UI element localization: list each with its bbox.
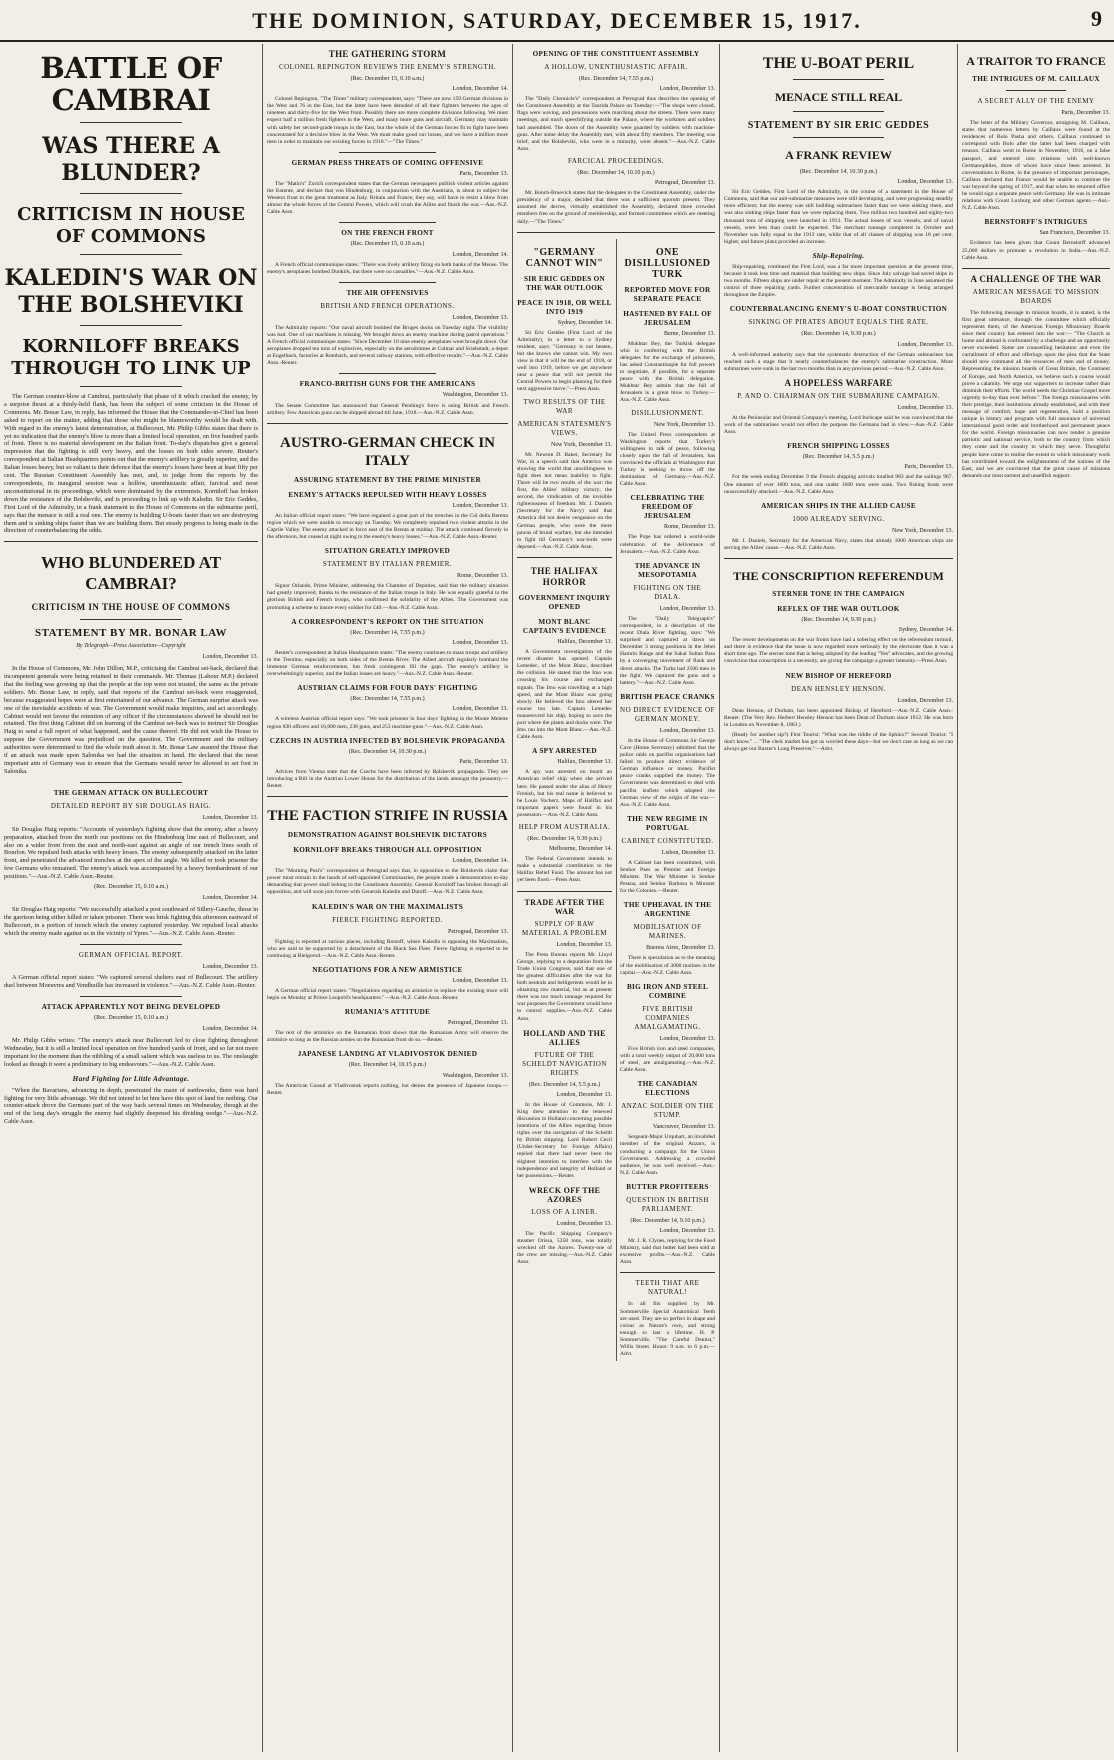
headline-trade: TRADE AFTER THE WAR: [524, 897, 605, 916]
dateline: Rome, December 13.: [664, 524, 715, 531]
subhead-menace: MENACE STILL REAL: [774, 90, 903, 104]
article-text: The "Daily Telegraph's" correspondent, in a description of the recent Diala River fighting, says: "We surprised and captured at dawn on December 3 strong positions in the Jebel Hamrin Range and the Sakal Sultan Pass by a converging movement of flank and direct attacks. The Turks had 2500 men in the fight. We captured the guns and a battery."—Aus.-N.Z. Cable Assn.: [620, 615, 715, 686]
divider: [724, 558, 953, 559]
subhead: AUSTRIAN CLAIMS FOR FOUR DAYS' FIGHTING: [297, 684, 478, 693]
subhead: MONT BLANC CAPTAIN'S EVIDENCE: [522, 617, 607, 635]
article-text: The "Daily Chronicle's" correspondent at Petrograd thus describes the opening of the Constituent Assembly at the Taurida Palace on Tuesday:—"The shops were closed, flags were waving, and processions were marching about the streets. There were many meetings, and much speechifying outside the Palace, where the workmen and soldiers had assembled. The doors of the Assembly were guarded by soldiers with machine-guns. After some delay the Assembly met, with about fifty members. The meeting was brief, and the Bolsheviki, who were in a minority, were absent."—Aus.-N.Z. Cable Assn.: [517, 96, 715, 152]
headline-german-report: GERMAN OFFICIAL REPORT.: [78, 950, 184, 959]
subhead: BERNSTORFF'S INTRIGUES: [984, 218, 1088, 227]
dateline: London, December 13.: [897, 341, 953, 348]
advert-text: (Ready for another sip?) First Tourist: "What was the riddle of the Sphinx?" Second Tourist: "I don't know." ... "The clerk market has got us worried these days—but we don't care as long as we can always get our Baxter's Lung Preserver."—Advt.: [724, 731, 953, 753]
subhead: STATEMENT BY ITALIAN PREMIER.: [322, 560, 453, 569]
headline-constituent-assembly: OPENING OF THE CONSTITUENT ASSEMBLY: [532, 50, 700, 58]
divider: [80, 619, 182, 620]
dateline: London, December 13.: [452, 977, 508, 984]
advert-text: In all fits supplied by Mr. Sommerville Special Anatomical Teeth are used. They are so perfect in shape and colour as Nature's own, and strong enough to last a lifetime. H. P. Sommerville, "The Careful Dentist," Willis Street. Hours: 9 a.m. to 6 p.m.—Advt.: [620, 1301, 715, 1358]
article-text: Sir Douglas Haig reports: "Accounts of yesterday's fighting show that the enemy, after a heavy preparation, attacked from the north our positions on the Hindenburg line east of Bullecourt, and also on a wider front from the east and north-east against an angle of our trench lines south of Bourlon. We repulsed both attacks with heavy losses. The enemy subsequently attacked on the latter front, and penetrated the advanced trenches at the apex of the angle. We killed or took prisoner the few Germans who remained. The enemy's attack was accompanied by a heavy bombardment of our positions."—Aus.-N.Z. Cable Assn.-Reuter.: [4, 825, 258, 881]
dateline: London, December 13.: [556, 941, 612, 948]
subhead: FARCICAL PROCEEDINGS.: [567, 156, 665, 165]
article-text: The Pope has ordered a world-wide celebration of the deliverance of Jerusalem.—Aus.-N.Z. Cable Assn.: [620, 534, 715, 555]
subhead: GOVERNMENT INQUIRY OPENED: [518, 593, 611, 611]
dateline: London, December 13.: [897, 179, 953, 186]
column-6: [957, 44, 1114, 1752]
dateline: New York, December 13.: [654, 421, 715, 428]
subhead-bonar-law: STATEMENT BY MR. BONAR LAW: [35, 627, 227, 640]
divider: [517, 891, 612, 892]
subhead: 1000 ALREADY SERVING.: [792, 514, 885, 523]
received-date: (Rec. December 14, 7.55 p.m.): [350, 629, 425, 636]
received-date: (Rec. December 15, 0.10 a.m.): [350, 76, 425, 82]
article-text: The Pacific Shipping Company's steamer Orissa, 5358 tons, was totally wrecked off the Azores. Twenty-one of the crew are missing.—Aus.-N.Z. Cable Assn.: [517, 1230, 612, 1266]
subhead: QUESTION IN BRITISH PARLIAMENT.: [626, 1195, 709, 1213]
dateline: Melbourne, December 14.: [549, 846, 612, 853]
dateline: London, December 13.: [202, 963, 258, 970]
divider: [80, 193, 182, 194]
dateline: New York, December 13.: [892, 527, 953, 534]
article-text: For the week ending December 9 the French shipping arrivals totalled 983 and the sailings 967. One steamer of over 1600 tons, and one under 1600 tons were sunk. Two fishing boats were unsuccessfully attacked.—Aus.-N.Z. Cable Assn.: [724, 474, 953, 495]
received-date: (Rec. December 14, 10.15 p.m.): [348, 1062, 427, 1069]
received-date: (Rec. December 14, 10.10 p.m.): [577, 169, 655, 176]
headline-attack: ATTACK APPARENTLY NOT BEING DEVELOPED: [41, 1003, 221, 1012]
dateline: New York, December 13.: [551, 441, 612, 448]
subhead: A HOPELESS WARFARE: [784, 377, 893, 388]
subhead: THE NEW REGIME IN PORTUGAL: [627, 814, 708, 832]
received-date: (Rec. December 14, 7.55 p.m.): [350, 696, 425, 703]
dateline: San Francisco, December 13.: [1039, 230, 1110, 237]
dateline: London, December 13.: [202, 654, 258, 661]
subhead: TWO RESULTS OF THE WAR: [523, 397, 606, 415]
subcolumn-left: [517, 239, 612, 1362]
article-text: The letter of the Military Governor, arraigning M. Caillaux, states that numerous letters by Caillaux were found at the residences of Bolo Pasha and others. Caillaux continued to correspond with Bolo after the latter had been charged with treason. Caillaux went to Rome in November, 1916, on a false passport, and entered into relations with well-known Germanophiles, three of whom have since been arrested. In conversations in Rome, in the presence of important personages, Caillaux declared that France would be unable to continue the war beyond the spring of 1917, and that when he returned office he would sign a separate peace with Germany. He was in intimate relations with Count Luxburg and other German agents.—Aus.-N.Z. Cable Assn.: [962, 120, 1110, 212]
article-text: A Cabinet has been constituted, with Senhor Paes as Premier and Foreign Minister. The War Minister is Senhor Pessoa, and Senhor Barbosa is Minister for the Colonies.—Reuter.: [620, 859, 715, 895]
article-text: At the Peninsular and Oriental Company's meeting, Lord Inchcape said he was convinced that the work of the submarines would not effect the purpose the Germans had in view.—Aus.-N.Z. Cable Assn.: [724, 414, 953, 436]
subhead: CABINET CONSTITUTED.: [621, 836, 714, 845]
dateline: Sydney, December 14.: [898, 627, 953, 634]
dateline: Paris, December 13.: [459, 170, 508, 177]
article-text: Sir Eric Geddes, First Lord of the Admiralty, in the course of a statement in the House of Commons, said that our anti-submarine measures were still developing, and were progressing steadily more efficient; but the enemy was still building submarines faster than we were sinking them, and was also sinking ships faster than we were replacing them. Two million two hundred and eighty-two thousand tons of shipping were launched in 1913. The actual losses of war vessels, and of naval vessels, were less than could be expected. The merchant tonnage completed in October and November was fully equal to the 1913 rate, while that of all classes of shipping was 18 per cent. higher, and future plans provided an increase.: [724, 189, 953, 245]
column-1: [0, 44, 262, 1752]
headline: FRANCO-BRITISH GUNS FOR THE AMERICANS: [299, 380, 476, 389]
article-text: Five British iron and steel companies, with a total weekly output of 20,000 tons of steel, are amalgamating.—Aus.-N.Z. Cable Assn.: [620, 1045, 715, 1074]
article-text: A wireless Austrian official report says: "We took prisoner in four days' fighting in the Monte Melette region 830 officers and 16,000 men, 238 guns, and 253 machine-guns."—Aus.-N.Z. Cable Assn.: [267, 716, 508, 730]
headline-kaledin: KALEDIN'S WAR ON THE BOLSHEVIKI: [4, 265, 258, 318]
received-date: (Rec. December 14, 9.30 p.m.): [801, 617, 876, 623]
subhead: FIERCE FIGHTING REPORTED.: [332, 915, 443, 924]
dateline: Washington, December 13.: [442, 392, 508, 399]
headline-korniloff: KORNILOFF BREAKS THROUGH TO LINK UP: [11, 336, 251, 379]
divider: [4, 541, 258, 542]
article-text: In the House of Commons, Mr. J. King drew attention to the renewed discussion in Holland concerning possible intentions of the Allies regarding future rights over the navigation of the Scheldt by British shipping. Lord Robert Cecil (Under-Secretary for Foreign Affairs) replied that there had never been the slightest intention to interfere with the independence and integrity of Holland or her possessions.—Reuter.: [517, 1101, 612, 1179]
dateline: Washington, December 13.: [442, 1072, 508, 1079]
headline-wreck: WRECK OFF THE AZORES: [528, 1185, 601, 1204]
dateline: London, December 13.: [659, 727, 715, 734]
subhead: P. AND O. CHAIRMAN ON THE SUBMARINE CAMPAIGN.: [737, 391, 940, 400]
article-text: The following message to mission boards, it is stated, is the first great utterance, through the committee which officially represents them, of the American Foreign Missionary Boards since their country has entered into the war:— "The Church at home and abroad is confronted by a challenge and an opportunity never exceeded. Some are counselling hesitation and even the curtailment of effort and offerings upon the plea that the State should now command all the resources of men and of money. Representing the mission boards of Great Britain, the Continent of Europe, and North America, we believe such a course would prove a calamity. We urge our supporters to increase rather than diminish their efforts. The world needs the Christian Gospel more urgently to-day than ever before." The foreign missionaries with their prestige, their institutions already established, and with their message of comfort, hope and regeneration, hold a position unique in history and program with full assurance of universal international good order and brotherhood and permanent peace for the world. Foreign missionaries can now render a genuine patriotic and national service, both to the country from which they come and the country to which they serve. Thoughtful people have come to realise the extent to which missionary work has contributed toward the enlightenment of the nations of the East, and we are convinced that the great cause of missions demands our most earnest and unselfish support.: [962, 309, 1110, 479]
subhead: ENEMY'S ATTACKS REPULSED WITH HEAVY LOSSES: [288, 490, 487, 499]
subhead: SITUATION GREATLY IMPROVED: [324, 547, 451, 556]
dateline: London, December 13.: [659, 1035, 715, 1042]
headline-gathering-storm: THE GATHERING STORM: [328, 49, 447, 59]
dateline: London, December 13.: [452, 314, 508, 321]
subhead: A HOLLOW, UNENTHUSIASTIC AFFAIR.: [544, 63, 688, 71]
subhead: A SECRET ALLY OF THE ENEMY: [977, 97, 1095, 105]
subhead: ASSURING STATEMENT BY THE PRIME MINISTER: [293, 475, 482, 484]
divider: [793, 79, 885, 80]
subhead: NO DIRECT EVIDENCE OF GERMAN MONEY.: [620, 705, 715, 723]
subhead: MOBILISATION OF MARINES.: [633, 923, 702, 941]
subhead: SUPPLY OF RAW MATERIAL A PROBLEM: [522, 919, 607, 937]
dateline: Buenos Aires, December 13.: [646, 945, 715, 952]
received-date: (Rec. December 14, 5.5 p.m.): [528, 1081, 601, 1088]
dateline: London, December 13.: [659, 86, 715, 93]
subhead: REFLEX OF THE WAR OUTLOOK: [777, 605, 900, 613]
divider: [339, 152, 435, 153]
dateline: Petrograd, December 13.: [448, 1020, 508, 1027]
received-date: (Rec. December 14, 7.55 p.m.): [578, 76, 654, 82]
divider: [517, 557, 612, 558]
headline: THE AIR OFFENSIVES: [346, 288, 429, 297]
received-date: (Rec. December 14, 9.30 p.m.): [527, 836, 602, 842]
subhead: CZECHS IN AUSTRIA INFECTED BY BOLSHEVIK PROPAGANDA: [269, 736, 506, 745]
divider: [1006, 90, 1065, 91]
article-text: The "Morning Post's" correspondent at Petrograd says that, in opposition to the Bolshevik claim that power must remain in the hands of self-appointed Commissaries, the people made a demonstration to-day demanding that power shall belong to the Constituent Assembly. General Korniloff has broken through all opposition, and will soon join forces with Generals Kaledin and Dutoff.—Aus.-N.Z. Cable Assn.: [267, 868, 508, 896]
dateline: London, December 13.: [556, 1091, 612, 1098]
headline: GERMAN PRESS THREATS OF COMING OFFENSIVE: [291, 158, 484, 167]
article-text: Evidence has been given that Count Bernstorff advanced 25,000 dollars to promote a revolution in India.—Aus.-N.Z. Cable Assn.: [962, 240, 1110, 261]
subhead: DEAN HENSLEY HENSON.: [791, 684, 886, 693]
subhead: CELEBRATING THE FREEDOM OF JERUSALEM: [630, 494, 705, 521]
article-text: There is speculation as to the meaning of the mobilisation of 3000 marines in the capital.—Aus.-N.Z. Cable Assn.: [620, 955, 715, 976]
article-text: The United Press correspondent at Washington reports that Turkey's willingness to talk of peace, following closely upon the fall of Jerusalem, has convinced the officials at Washington that Turkey is seeking to throw off the domination of Germany.—Aus.-N.Z. Cable Assn.: [620, 431, 715, 488]
article-text: Sir Douglas Haig reports: "We successfully attacked a post southward of Sillery-Gauche, those in the garrison being either killed or taken prisoner. There was brisk fighting this afternoon eastward of Bullecourt, in a portion of trench which the enemy captured yesterday. We repulsed local attacks which the enemy made against us in the vicinity of Ypres."—Aus.-N.Z. Cable Assn.-Reuter.: [4, 905, 258, 937]
dateline: London, December 13.: [897, 697, 953, 704]
subhead-hard-fighting: Hard Fighting for Little Advantage.: [72, 1074, 190, 1083]
headline-holland: HOLLAND AND THE ALLIES: [523, 1028, 606, 1047]
subhead: COUNTERBALANCING ENEMY'S U-BOAT CONSTRUCTION: [729, 305, 948, 314]
headline-halifax: THE HALIFAX HORROR: [530, 565, 599, 587]
divider: [339, 373, 435, 374]
dateline: Lisbon, December 13.: [661, 849, 715, 856]
dateline: London, December 13.: [659, 605, 715, 612]
article-text: Mr. Bonch-Bruevich states that the delegates to the Constituent Assembly, under the presidency of a major, decided that there was a sufficient quorum present. They assumed the decree, virtually established the Assembly, declared three crowded members free on the ground of membership, and formed committees which are meeting daily.—"The Times.": [517, 190, 715, 225]
subhead: A SPY ARRESTED: [532, 747, 597, 756]
received-date: (Rec. December 15, 0.10 a.m.): [350, 241, 425, 248]
subhead: BUTTER PROFITEERS: [626, 1182, 709, 1191]
divider: [80, 325, 182, 326]
article-text: The Admiralty reports: "Our naval aircraft bombed the Bruges docks on Tuesday night. The visibility was bad. One of our machines is missing. We brought down an enemy machine during patrol operations." A French official communique states: "Since December 10 nine enemy aeroplanes were brought down. Our aeroplanes dropped ten tons of explosives, especially on the aerodromes at Colmar and Sciebstadt, a depot at Eugelbach, factories at Rombach, and several railway stations, with effective results."—Aus.-N.Z. Cable Assn.-Reuter.: [267, 324, 508, 367]
headline-challenge: A CHALLENGE OF THE WAR: [970, 273, 1102, 284]
divider: [793, 137, 885, 138]
dateline: Halifax, December 13.: [557, 638, 612, 645]
subhead-frank-review: A FRANK REVIEW: [785, 148, 892, 162]
subhead: COLONEL REPINGTON REVIEWS THE ENEMY'S STRENGTH.: [278, 63, 497, 71]
article-text: The Senate Committee has announced that General Pershing's force is using British and French artillery. Few American guns can be shipped abroad till June, 1918.—Aus.-N.Z. Cable Assn.: [267, 402, 508, 416]
subhead: NEW BISHOP OF HEREFORD: [785, 671, 892, 680]
article-text: A Government investigation of the recent disaster has opened. Captain Lemedec, of the Mont Blanc, described the collision. He stated that the Imo was crossing his course and exchanged signals. The Imo was travelling at a high speed, and the Mont Blanc was going slowly. He believed the Imo altered her course too late. Captain Lemedec manoeuvred his ship, hoping to save the port where the plants and docks were. The Imo ran into the Mont Blanc.—Aus.-N.Z. Cable Assn.: [517, 649, 612, 741]
headline-who-blundered: WHO BLUNDERED AT CAMBRAI?: [40, 553, 222, 594]
subhead: JAPANESE LANDING AT VLADIVOSTOK DENIED: [297, 1050, 478, 1059]
article-text: Reuter's correspondent at Italian Headquarters states: "The enemy continues to mass troops and artillery in the Trentino, especially on both sides of the Brenta River. The Allied aircraft regularly bombard the immense German reinforcements, but fresh contingents fill the gaps. The enemy's artillery is overwhelmingly superior, and the Italian losses are heavy."—Aus.-N.Z. Cable Assn.-Reuter.: [267, 649, 508, 678]
page-number: 9: [1091, 6, 1102, 31]
subhead: THE CANADIAN ELECTIONS: [637, 1080, 698, 1098]
article-text: Fighting is reported at various places, including Rostoff, where Kaledin is opposing the Maximalists, who are said to be supported by a detachment of the Black Sea Fleet. Fierce fighting is reported to be continuing at Bielgorod.—Aus.-N.Z. Cable Assn.-Reuter.: [267, 938, 508, 959]
dateline: London, December 13.: [452, 502, 508, 509]
article-text: A German official report states: "Negotiations regarding an armistice to replace the existing truce will begin on Monday at Prince Leopold's headquarters."—Aus.-N.Z. Cable Assn.-Reuter.: [267, 988, 508, 1002]
advert-heading: TEETH THAT ARE NATURAL!: [635, 1279, 700, 1297]
headline-faction-strife: THE FACTION STRIFE IN RUSSIA: [267, 808, 508, 825]
subhead: AMERICAN STATESMEN'S VIEWS.: [517, 419, 612, 437]
dateline: Berne, December 13.: [664, 330, 715, 337]
subhead: STERNER TONE IN THE CAMPAIGN: [772, 590, 905, 598]
article-text: Mr. J. Daniels, Secretary for the American Navy, states that already 1000 American ships are serving the Allies' cause.—Aus.-N.Z. Cable Assn.: [724, 537, 953, 551]
subhead: AMERICAN MESSAGE TO MISSION BOARDS: [972, 287, 1100, 305]
subhead-criticism: CRITICISM IN THE HOUSE OF COMMONS: [31, 602, 231, 613]
subhead: FIGHTING ON THE DIALA.: [633, 583, 702, 601]
dateline: London, December 13.: [202, 814, 258, 821]
headline-austro-german: AUSTRO-GERMAN CHECK IN ITALY: [279, 434, 495, 469]
article-text: Mukhtar Bey, the Turkish delegate who is conferring with the British delegates for the exchange of prisoners, has asked Constantinople for full powers to negotiate, if possible, for a separate peace with the British delegation. Mukhtar Bey admits that the fall of Jerusalem is a great blow to Turkey.—Aus.-N.Z. Cable Assn.: [620, 340, 715, 404]
subhead-haig: DETAILED REPORT BY SIR DOUGLAS HAIG.: [50, 801, 212, 810]
divider: [339, 282, 435, 283]
subhead: HELP FROM AUSTRALIA.: [518, 823, 611, 831]
subhead: KORNILOFF BREAKS THROUGH ALL OPPOSITION: [293, 846, 482, 855]
subhead: RUMANIA'S ATTITUDE: [344, 1008, 431, 1017]
dateline: London, December 13.: [556, 1220, 612, 1227]
subhead: DEMONSTRATION AGAINST BOLSHEVIK DICTATORS: [287, 831, 488, 840]
dateline: Petrograd, December 13.: [655, 180, 715, 187]
headline-bullecourt: THE GERMAN ATTACK ON BULLECOURT: [53, 788, 209, 797]
subhead: FUTURE OF THE SCHELDT NAVIGATION RIGHTS: [522, 1050, 607, 1077]
divider: [80, 122, 182, 123]
divider: [267, 423, 508, 424]
subhead: HASTENED BY FALL OF JERUSALEM: [623, 309, 712, 327]
dateline: London, December 14.: [452, 858, 508, 865]
article-text: The text of the armistice on the Rumanian front shows that the Rumanian Army will observe the armistice so long as the Russian armies on the Rumanian front do so.—Reuter.: [267, 1030, 508, 1044]
headline-uboat: THE U-BOAT PERIL: [762, 55, 915, 72]
article-text: In the House of Commons Sir George Cave (Home Secretary) admitted that the police raids on pacifist organisations had failed to produce direct evidence of German influence or money. Pacifist peace cranks supplied the money. The Government was determined to deal with pacifist leaflets which adopted the German view of the origin of the war.—Aus.-N.Z. Cable Assn.: [620, 737, 715, 808]
divider: [962, 268, 1110, 269]
article-text: "When the Bavarians, advancing in depth, penetrated the maze of earthworks, there was hard fighting for very little advantage. We did not intend to let him have this spot of land for nothing. Our counter-attack drove the Germans part of the way back several times on Wednesday, though at the end of the long day's struggle the enemy had slightly deepened his dividing wedge."—Aus.-N.Z. Cable Assn.: [4, 1086, 258, 1126]
subhead: THE ADVANCE IN MESOPOTAMIA: [634, 561, 701, 579]
article-text: An Italian official report states: "We have regained a great part of the trenches in the Col della Beretta region which we were unable to reoccupy on Tuesday. We completely repulsed two violent attacks in the Caprile Valley. The enemy attacked in force east of the Brenta at midday. The attack continued fiercely in the afternoon, but ceased at night owing to the enemy's heavy losses."—Aus.-N.Z. Cable Assn.-Reuter.: [267, 512, 508, 541]
divider: [620, 1272, 715, 1273]
article-text: Ship-repairing, continued the First Lord, was a far more important question at the present time, because it took less time and material than building new ships. Since July salvage had saved ships in two months. Fifteen ships are under repair at the present moment. The Admiralty in June assumed the control of three repairing yards. Further concentration of mercantile tonnage is being arranged throughout the Empire.: [724, 263, 953, 299]
subcolumn-right: [616, 239, 715, 1362]
headline: ON THE FRENCH FRONT: [341, 229, 434, 238]
article-text: A French official communique states: "There was lively artillery firing on both banks of the Meuse. The enemy's aeroplanes bombed Dunkirk, but there were no casualties."—Aus.-N.Z. Cable Assn.: [267, 261, 508, 275]
subhead: DISILLUSIONMENT.: [631, 408, 704, 417]
subhead: Ship-Repairing.: [812, 251, 865, 260]
subhead: BIG IRON AND STEEL COMBINE: [626, 982, 709, 1000]
received-date: (Rec. December 14, 9.30 p.m.): [801, 331, 876, 338]
article-text: Mr. J. R. Clynes, replying for the Food Ministry, said that butter had been sold at excessive profits.—Aus.-N.Z. Cable Assn.: [620, 1238, 715, 1266]
subhead: BRITISH PEACE CRANKS: [620, 692, 715, 701]
headline-traitor: A TRAITOR TO FRANCE: [966, 54, 1106, 68]
subhead: BRITISH AND FRENCH OPERATIONS.: [320, 301, 455, 310]
article-text: The recent developments on the war fronts have had a sobering effect on the referendum turmoil, and there is evidence that the issue is now regarded more seriously by the electorate than it was a short time ago. The sterner tone that is being adopted by the leading "Yes" advocates, and the growing conviction that conscription is a necessity, are giving the campaign a greater intensity.—Press Assn.: [724, 637, 953, 665]
subhead: LOSS OF A LINER.: [531, 1207, 598, 1216]
subhead: A CORRESPONDENT'S REPORT ON THE SITUATION: [291, 617, 484, 626]
divider: [80, 386, 182, 387]
received-date: (Rec. December 14, 9.10 p.m.): [630, 1217, 705, 1224]
subhead: FIVE BRITISH COMPANIES AMALGAMATING.: [634, 1004, 701, 1031]
divider: [793, 111, 885, 112]
dateline: London, December 14.: [452, 86, 508, 93]
subhead: THE UPHEAVAL IN THE ARGENTINE: [623, 901, 712, 919]
dateline: Halifax, December 13.: [557, 759, 612, 766]
headline-germany-cannot-win: "GERMANY CANNOT WIN": [525, 246, 604, 269]
subhead: SIR ERIC GEDDES ON THE WAR OUTLOOK: [523, 274, 606, 292]
subhead: ANZAC SOLDIER ON THE STUMP.: [621, 1102, 714, 1120]
dateline: London, December 14.: [452, 251, 508, 258]
article-text: The Federal Government intends to make a substantial contribution to the Halifax Relief Fund. The amount has not yet been fixed.—Press Assn.: [517, 856, 612, 884]
dateline: Petrograd, December 13.: [448, 928, 508, 935]
article-text: The Press Bureau reports Mr. Lloyd George, replying to a deputation from the Trade Union Congress, said that one of the greatest difficulties after the war for both neutrals and belligerents would be in obtaining raw material, but as at present there was too much tonnage required for war purposes the Government would have to control supplies.—Aus.-N.Z. Cable Assn.: [517, 951, 612, 1022]
dateline: London, December 13.: [452, 706, 508, 713]
article-text: The "Matin's" Zurich correspondent states that the German newspapers publish violent articles against the Entente, and declare that von Hindenburg, in conjunction with the Austrians, is about to subject the Western front to the great treatment as Italy. Britain and France, they say, will have to resist a blow from almost the whole forces of the Central Powers, which will crush the Allies and finish the war.—Aus.-N.Z. Cable Assn.: [267, 180, 508, 216]
article-text: The American Consul at Vladivostok reports nothing, but denies the presence of Japanese troops.—Reuter.: [267, 1082, 508, 1096]
headline-turk: ONE DISILLUSIONED TURK: [624, 246, 711, 280]
divider: [339, 222, 435, 223]
dateline: Paris, December 13.: [459, 758, 508, 765]
summary-paragraph: The German counter-blow at Cambrai, particularly that phase of it which cracked the enemy, by a surprise thrust at a thinly-held flank, has been the subject of some criticism in the House of Commons. Mr. Bonar Law, in reply, has informed the House that the Commander-in-Chief has been asked to report on the matter, adding that those who might be blameworthy would be dealt with. With regard to the enemy's latest demonstration, at Bullecourt, Mr. Philip Gibbs states that there is yet no indication that the enemy's blow is more than a limited local operation, on five hundred yards of front. There is no material development on the Italian front. To-day's dispatches give a general impression that the fighting is still very heavy, and the losses on both sides severe. Reuter's correspondent at Italian Headquarters points out that the enemy's artillery is greatly superior, and the Italian losses heavy, but so valiant is their defence that the enemy's losses have been at least fifty per cent. The Russian Constituent Assembly has met, and, to judge from the reports by the correspondents, its inaugural session was a hollow, unenthusiastic affair, farcical and most unconstitutional in its proceedings, which were dominated by the extremists. Korniloff has broken down the resistance of the Bolsheviki, and is proceeding to link up with Kaledin. Sir Eric Geddes, First Lord of the Admiralty, in a frank statement to the House of Commons on the submarine peril, says that the menace is still a real one. The enemy is building U-boats faster than we are destroying them and is sinking ships faster than we are building them. But steady progress is being made in the direction of counterbalancing the odds.: [4, 393, 258, 535]
article-text: Advices from Vienna state that the Czechs have been infected by Bolshevik propaganda. They are introducing a Bill in the Austrian Lower House for the distribution of the lands amongst the peasantry.—Reuter.: [267, 768, 508, 789]
received-date: (Rec. December 14, 5.5 p.m.): [802, 454, 875, 461]
received-date: (Rec. December 14, 10.30 p.m.): [799, 169, 878, 175]
dateline: London, December 14.: [202, 894, 258, 901]
column-4: [719, 44, 957, 1752]
byline: By Telegraph—Press Association—Copyright: [76, 643, 186, 650]
article-text: Signor Orlando, Prime Minister, addressing the Chamber of Deputies, said that the military situation had greatly improved, thanks to the resistance of the Italian troops in Italy. He was equally grateful to the glorious British and French troops, who confirmed the solidarity of the Allies. The Government was promoting a scheme to insure every soldier for £40.—Aus.-N.Z. Cable Assn.: [267, 583, 508, 611]
article-text: Sir Eric Geddes (First Lord of the Admiralty), in a letter to a Sydney resident, says: "Germany is not beaten, but she knows she cannot win. My own view is that it will be the end of 1918, or well into 1919, before we get anywhere near a peace that will not permit the Central Powers to begin planning for their next aggressive move."—Press Assn.: [517, 329, 612, 393]
article-text: Dean Henson, of Durham, has been appointed Bishop of Hereford.—Aus.-N.Z. Cable Assn.-Reuter. (The Very Rev. Herbert Hensley Henson has been Dean of Durham since 1912. He was born in London on November 8, 1863.): [724, 707, 953, 728]
article-text: A well-informed authority says that the systematic destruction of the German submarines has reached such a stage that it nearly counterbalances the enemy's submarine construction. More submarines were sunk in the last two months than in any previous period.—Aus.-N.Z. Cable Assn.: [724, 351, 953, 372]
article-text: In the House of Commons, Mr. John Dillon, M.P., criticising the Cambrai set-back, declared that incompetent generals were being retained in their commands. Mr. Thomas (Labour M.P.) declared that the feeling was growing up that the people at the top were not trusted, the same as the private soldiers. Mr. Bonar Law, in reply, said that reports of the Cambrai set-back were exaggerated, because exaggerated hopes were at first entertained of our advance. The German surprise attack was one of the inevitable accidents of war. The Government would make inquiries, and act accordingly. Cabinet would not favour the retention of any officer if the circumstances showed he should not be retained. The first thing Cabinet did on learning of the Cambrai set-back was to instruct Sir Douglas Haig to send a full report of what happened, and the cause thereof. He did not wish the House to suppose the Government was prejudiced on the question. The Government and the military authorities were determined to find the whole truth about it. Mr. Bonar Law assured the House that if an attack was made upon Salonika we had the situation in hand. He declared that the most important aim of Germany was to ensure that the Germans would never be allowed to set foot in Salonika.: [4, 665, 258, 775]
headline-battle-of-cambrai: BATTLE OF CAMBRAI: [40, 51, 222, 117]
subhead: REPORTED MOVE FOR SEPARATE PEACE: [624, 285, 711, 303]
dateline: London, December 13.: [452, 639, 508, 646]
subhead: FRENCH SHIPPING LOSSES: [787, 442, 890, 451]
received-date: (Rec. December 15, 0.10 a.m.): [94, 1015, 168, 1022]
dateline: Vancouver, December 13.: [652, 1124, 715, 1131]
article-text: Mr. Newton D. Baker, Secretary for War, in a speech said that America was showing the world that unwillingness to fight does not mean inability to fight. There will be two results of the war: the first, the Allies' military victory; the second, the vindication of the invisible righteousness of freedom. Mr. J. Daniels (Secretary for the Navy) said that America did not desire vengeance on the German people, who were the mere pawns of brutal warfare, but she intended to fight till Germany's war-lords were deposed.—Aus.-N.Z. Cable Assn.: [517, 451, 612, 550]
divider: [80, 944, 182, 945]
article-text: A spy was arrested on board an American relief ship when she arrived here. He passed under the alias of Henry Frenish, but his real name is believed to be Louis Vocherz. Maps of Halifax and important papers were found in his possession.—Aus.-N.Z. Cable Assn.: [517, 769, 612, 818]
dateline: Paris, December 13.: [904, 464, 953, 471]
newspaper-title: THE DOMINION, SATURDAY, DECEMBER 15, 1917.: [252, 8, 862, 33]
dateline: Paris, December 13.: [1061, 110, 1110, 116]
article-text: Sergeant-Major Urquhart, an invalided member of the original Anzacs, is conducting a campaign for the Union Government. Addressing a crowded audience, he was well received.—Aus.-N.Z. Cable Assn.: [620, 1134, 715, 1176]
article-text: Colonel Repington, "The Times" military correspondent, says: "There are now 159 German divisions in the West and 76 in the East, but the latter have been denuded of all their fighters between the ages of nineteen and thirty-five for the West front. Possibly there are more complete divisions following. We must expect half a million fresh fighters in the West, and many more guns and aircraft. Germany may maintain with safety her second-grade troops in the East, but the whole of the German forces fit to fight have been concentrated for a decisive blow in the West. We must make good our losses, and we have a million more men in order to maintain our existing forces in 1918."—"The Times.": [267, 96, 508, 145]
divider: [80, 254, 182, 255]
dateline: London, December 13.: [897, 404, 953, 411]
column-3: [512, 44, 719, 1752]
subhead: AMERICAN SHIPS IN THE ALLIED CAUSE: [761, 501, 916, 510]
subhead: PEACE IN 1918, OR WELL INTO 1919: [517, 298, 612, 316]
divider: [267, 796, 508, 797]
split-columns: [517, 239, 715, 1362]
subhead: NEGOTIATIONS FOR A NEW ARMISTICE: [312, 965, 463, 974]
received-date: (Rec. December 15, 0.10 a.m.): [94, 884, 168, 891]
divider: [517, 232, 715, 233]
dateline: Sydney, December 14.: [557, 319, 612, 326]
masthead: [0, 0, 1114, 42]
subhead: THE INTRIGUES OF M. CAILLAUX: [972, 75, 1100, 83]
headline-conscription: THE CONSCRIPTION REFERENDUM: [733, 569, 944, 583]
article-text: A German official report states: "We captured several shelters east of Bullecourt. The artillery duel between Moeuvres and Vendhuille has increased in violence."—Aus.-N.Z. Cable Assn.-Reuter.: [4, 974, 258, 990]
dateline: London, December 13.: [659, 1227, 715, 1234]
headline-criticism: CRITICISM IN HOUSE OF COMMONS: [17, 204, 245, 247]
subhead: SINKING OF PIRATES ABOUT EQUALS THE RATE.: [748, 318, 929, 327]
subhead: KALEDIN'S WAR ON THE MAXIMALISTS: [311, 902, 464, 911]
subhead-geddes: STATEMENT BY SIR ERIC GEDDES: [747, 120, 930, 131]
dateline: Rome, December 13.: [457, 573, 508, 580]
divider: [80, 996, 182, 997]
headline-blunder: WAS THERE A BLUNDER?: [42, 133, 220, 186]
dateline: London, December 14.: [202, 1026, 258, 1033]
received-date: (Rec. December 14, 10.30 p.m.): [348, 748, 427, 755]
article-text: Mr. Philip Gibbs writes: "The enemy's attack near Bullecourt led to close fighting throughout Wednesday, but it is still a limited local operation on five hundred yards of front, and so far not more important for the moment than the nibbling of a small salient which was useless to us. The onslaught looked as though it were a preliminary to big endeavours."—Aus.-N.Z. Cable Assn.: [4, 1037, 258, 1068]
divider: [80, 782, 182, 783]
column-2: [262, 44, 512, 1752]
